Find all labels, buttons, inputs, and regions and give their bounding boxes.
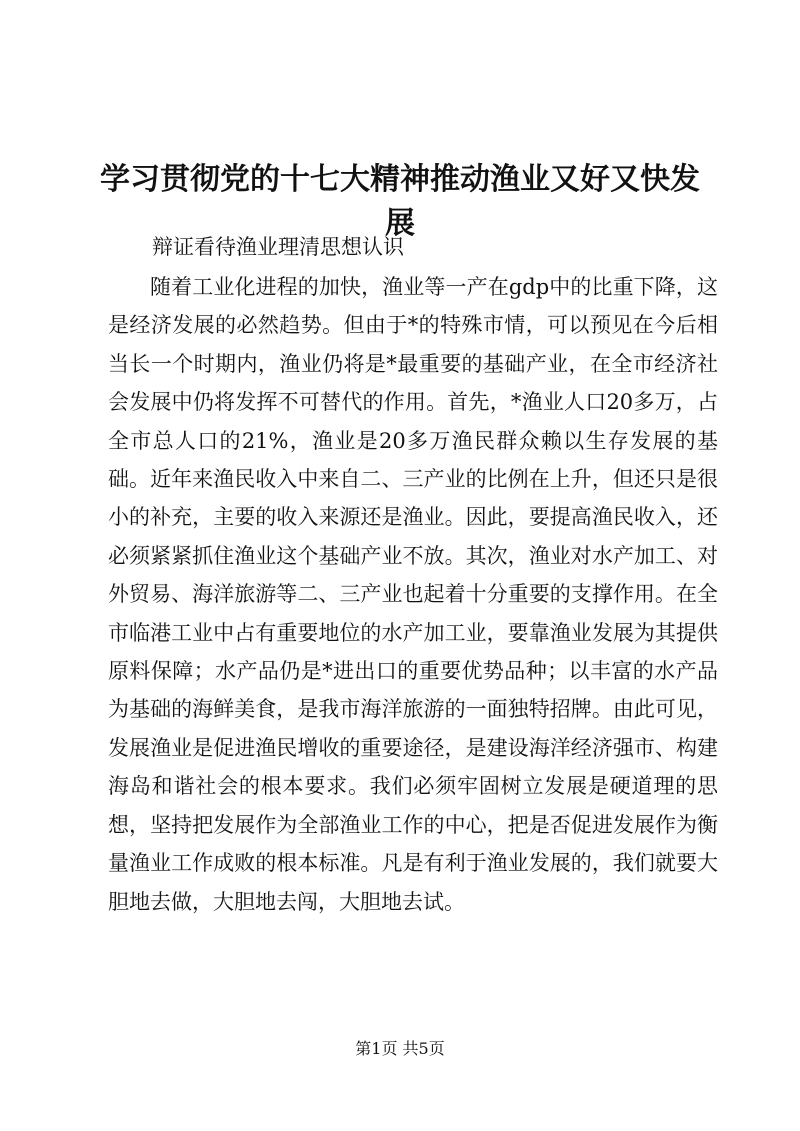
page-number: 第1页 共5页: [355, 1039, 445, 1058]
document-title: 学习贯彻党的十七大精神推动渔业又好又快发展: [100, 162, 700, 242]
body-paragraph: 随着工业化进程的加快，渔业等一产在gdp中的比重下降，这是经济发展的必然趋势。但由于*的特殊市情，可以预见在今后相当长一个时期内，渔业仍将是*最重要的基础产业，在全市经济社会发展中仍将发挥不可替代的作用。首先，*渔业人口20多万，占全市总人口的21%，渔业是20多万渔民群众赖以生存发展的基础。近年来渔民收入中来自二、三产业的比例在上升，但还只是很小的补充，主要的收入来源还是渔业。因此，要提高渔民收入，还必须紧紧抓住渔业这个基础产业不放。其次，渔业对水产加工、对外贸易、海洋旅游等二、三产业也起着十分重要的支撑作用。在全市临港工业中占有重要地位的水产加工业，要靠渔业发展为其提供原料保障；水产品仍是*进出口的重要优势品种；以丰富的水产品为基础的海鲜美食，是我市海洋旅游的一面独特招牌。由此可见，发展渔业是促进渔民增收的重要途径，是建设海洋经济强市、构建海岛和谐社会的根本要求。我们必须牢固树立发展是硬道理的思想，坚持把发展作为全部渔业工作的中心，把是否促进发展作为衡量渔业工作成败的根本标准。凡是有利于渔业发展的，我们就要大胆地去做，大胆地去闯，大胆地去试。: [108, 275, 718, 914]
section-heading: 辩证看待渔业理清思想认识: [152, 235, 404, 259]
